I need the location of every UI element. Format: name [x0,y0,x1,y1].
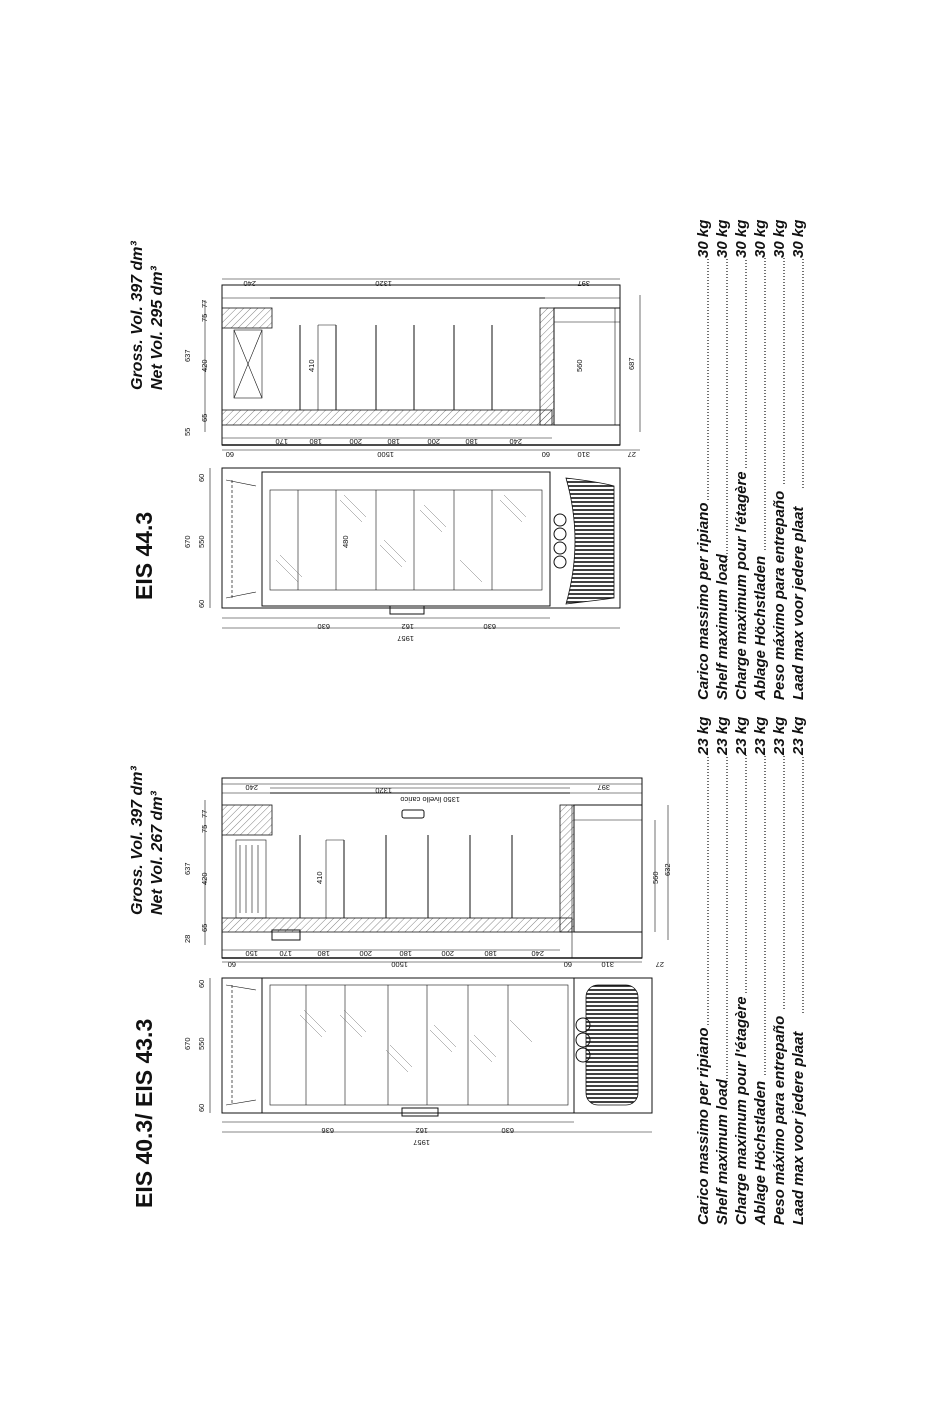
dim-spacing-6: 180 [465,437,478,446]
dim-spacing-1: 170 [275,437,288,446]
load-label: Charge maximum pour l'étagère [733,471,750,700]
load-row [790,717,807,1225]
dim-spacing-4: 180 [387,437,400,446]
dim-left-5: 65 [200,413,209,422]
evaporator [236,840,266,918]
load-row [752,717,769,1226]
dim-end-4: 27 [627,450,636,459]
side-section-drawing [183,279,640,459]
dim-top-overall: 1320 [375,279,392,288]
dim-spacing-3: 200 [349,437,362,446]
control-knob [554,542,566,554]
load-label: Laad max voor jedere plaat [790,1031,807,1225]
load-value: 23 kg [733,716,750,755]
dim-left-3: 637 [183,349,192,362]
dim-left-2: 75 [200,313,209,322]
dim-bottom-overall: 1500 [391,960,408,969]
dim-left-4: 420 [200,872,209,885]
unit-compartment [574,805,642,932]
dim-end-2: 60 [563,960,572,969]
dim-side-bottom: 60 [197,599,206,608]
load-value: 30 kg [771,219,788,258]
front-handle [390,606,424,614]
load-value: 23 kg [790,716,807,755]
load-row [714,717,731,1225]
load-label: Carico massimo per ripiano [695,1027,712,1225]
load-row [733,717,750,1225]
dim-left-1: 77 [200,809,209,818]
dim-left-3: 637 [183,862,192,875]
control-knob [554,514,566,526]
load-table [695,220,807,701]
dim-width-inner: 550 [197,535,206,548]
unit-compartment [554,308,620,425]
load-label: Laad max voor jedere plaat [790,506,807,700]
load-row [771,220,788,700]
model-title: EIS 44.3 [131,511,157,600]
side-section-drawing [183,778,672,969]
load-label: Shelf maximum load [714,554,731,700]
glass-area [270,490,542,590]
dim-right-1: 560 [651,871,660,884]
dim-side-top: 60 [197,473,206,482]
dim-left-4: 420 [200,359,209,372]
dim-side-top: 60 [197,979,206,988]
gross-volume: Gross. Vol. 397 dm³ [129,766,146,915]
load-row [790,220,807,700]
dim-top-right: 397 [597,783,610,792]
bottom-insulation [222,410,552,425]
load-row [733,220,750,700]
front-outline [222,468,620,608]
dim-side-bottom: 60 [197,1103,206,1112]
dim-spacing-4: 200 [359,949,372,958]
model-eis-40-43 [129,717,807,1226]
dim-spacing-2: 180 [309,437,322,446]
dim-load-level: 1350 livello carico [400,795,460,804]
dim-width-outer: 670 [183,1037,192,1050]
load-label: Carico massimo per ripiano [695,502,712,700]
net-volume: Net Vol. 267 dm³ [149,791,166,915]
dim-door-1: 636 [321,1126,334,1135]
load-value: 23 kg [695,716,712,755]
load-label: Peso máximo para entrepaño [771,490,788,700]
dim-left-6: 55 [183,427,192,436]
dim-end-1: 60 [227,960,236,969]
dim-spacing-7: 240 [509,437,522,446]
load-row [752,220,769,701]
model-title: EIS 40.3/ EIS 43.3 [131,1018,157,1208]
door-frame [262,472,550,606]
load-value: 30 kg [752,219,769,258]
dim-shelf-height: 410 [307,359,316,372]
dim-door-1: 630 [317,622,330,631]
dim-spacing-5: 180 [399,949,412,958]
control-knob [554,528,566,540]
load-value: 23 kg [714,716,731,755]
dim-top-overall: 1320 [375,786,392,795]
front-view-drawing [183,978,652,1147]
dim-top-depth: 240 [243,279,256,288]
load-value: 30 kg [714,219,731,258]
dim-spacing-8: 240 [531,949,544,958]
dim-top-right: 397 [577,279,590,288]
load-row [695,717,712,1225]
load-table [695,717,807,1226]
front-handle [402,1108,438,1116]
dim-bottom-overall: 1500 [377,450,394,459]
dim-spacing-5: 200 [427,437,440,446]
load-label: Ablage Höchstladen [752,555,769,700]
dim-end-3: 310 [601,960,614,969]
gross-volume: Gross. Vol. 397 dm³ [129,241,146,390]
rear-insulation [540,308,554,425]
control-knob [554,556,566,568]
dim-overall: 1957 [413,1138,430,1147]
load-label: Charge maximum pour l'étagère [733,996,750,1225]
dim-spacing-6: 200 [441,949,454,958]
dim-right-1: 560 [575,359,584,372]
load-row [771,717,788,1225]
top-insulation [222,805,272,835]
net-volume: Net Vol. 295 dm³ [149,266,166,390]
dim-end-2: 60 [541,450,550,459]
dim-left-1: 77 [200,299,209,308]
ventilation-grille [586,985,638,1105]
dim-glass-height: 480 [341,535,350,548]
dim-door-3: 630 [483,622,496,631]
dim-right-2: 632 [663,863,672,876]
model-eis-44 [129,220,807,701]
dim-end-4: 27 [655,960,664,969]
dim-right-2: 687 [627,357,636,370]
dim-shelf-height: 410 [315,871,324,884]
dim-end-3: 310 [577,450,590,459]
front-view-drawing [183,468,620,643]
handle [402,810,424,818]
load-label: Peso máximo para entrepaño [771,1015,788,1225]
load-row [714,220,731,700]
dim-spacing-3: 180 [317,949,330,958]
load-value: 30 kg [733,219,750,258]
load-row [695,220,712,700]
dim-door-2: 162 [415,1126,428,1135]
dim-left-6: 28 [183,934,192,943]
dim-left-5: 65 [200,923,209,932]
glass-area [270,985,568,1105]
dim-width-outer: 670 [183,535,192,548]
dim-door-3: 630 [501,1126,514,1135]
dim-top-depth: 240 [245,783,258,792]
dim-spacing-2: 170 [279,949,292,958]
load-label: Shelf maximum load [714,1079,731,1225]
ventilation-grille [566,478,614,604]
top-insulation [222,308,272,328]
dim-left-2: 75 [200,824,209,833]
load-value: 23 kg [752,716,769,755]
dim-width-inner: 550 [197,1037,206,1050]
dim-end-1: 60 [225,450,234,459]
load-value: 23 kg [771,716,788,755]
dim-overall: 1957 [397,634,414,643]
dim-spacing-7: 180 [484,949,497,958]
load-label: Ablage Höchstladen [752,1080,769,1225]
dim-spacing-1: 150 [245,949,258,958]
dim-door-2: 162 [401,622,414,631]
load-value: 30 kg [695,219,712,258]
door-frame [262,978,574,1113]
load-value: 30 kg [790,219,807,258]
